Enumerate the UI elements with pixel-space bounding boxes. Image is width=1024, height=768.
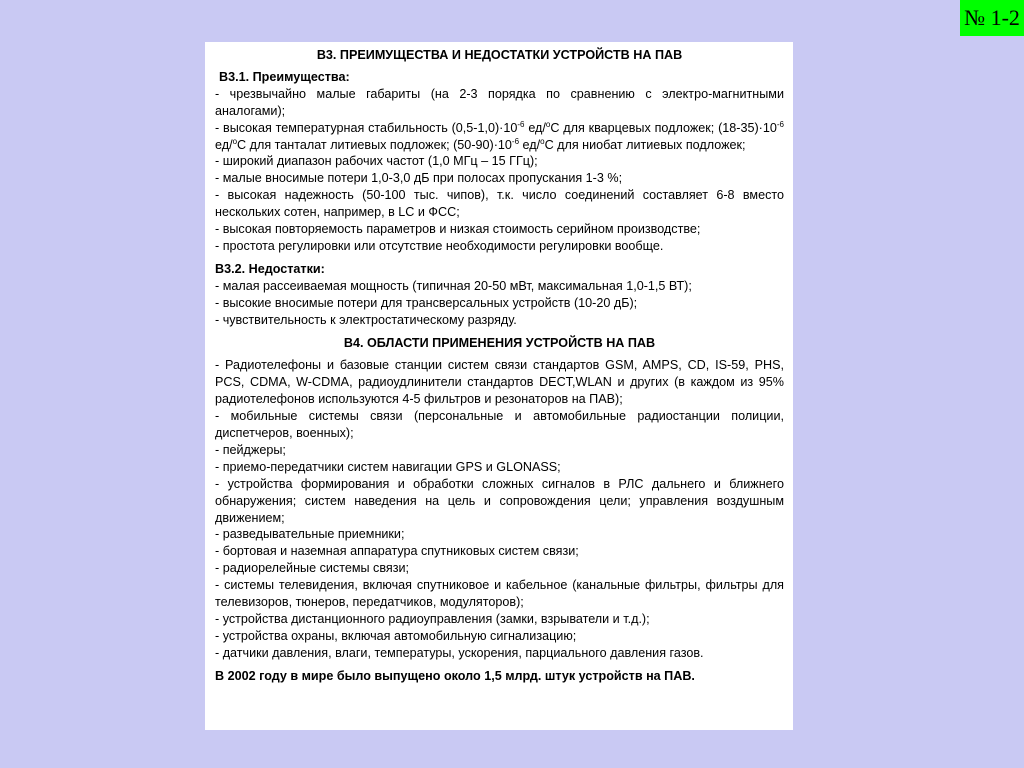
advantage-item-size: - чрезвычайно малые габариты (на 2-3 порядка по сравнению с электро-магнитными аналогами); bbox=[215, 86, 784, 118]
conclusion-text: В 2002 году в мире было выпущено около 1,5 млрд. штук устройств на ПАВ. bbox=[215, 668, 695, 683]
advantage-item-repeatability: - высокая повторяемость параметров и низкая стоимость серийном производстве; bbox=[215, 222, 701, 237]
application-item-radiotelephones: - Радиотелефоны и базовые станции систем связи стандартов GSM, AMPS, CD, IS-59, PHS, PCS, CDMA, W-CDMA, радиоудлинители стандартов DECT,WLAN и других (в каждом из 95% радиотелефонов используются 4-5 фильтров и резонаторов на ПАВ); bbox=[215, 358, 784, 407]
applications-heading: В4. ОБЛАСТИ ПРИМЕНЕНИЯ УСТРОЙСТВ НА ПАВ bbox=[343, 335, 656, 350]
application-item-security: - устройства охраны, включая автомобильную сигнализацию; bbox=[215, 628, 577, 643]
document-page bbox=[205, 42, 793, 730]
application-item-television: - системы телевидения, включая спутниковое и кабельное (канальные фильтры, фильтры для телевизоров, тюнеров, передатчиков, модуляторов); bbox=[215, 578, 784, 610]
disadvantage-item-esd: - чувствительность к электростатическому разряду. bbox=[215, 312, 517, 327]
slide-number-badge: № 1-2 bbox=[960, 0, 1024, 36]
application-item-radio-relay: - радиорелейные системы связи; bbox=[215, 561, 410, 576]
application-item-remote-control: - устройства дистанционного радиоуправления (замки, взрыватели и т.д.); bbox=[215, 612, 650, 626]
disadvantage-item-losses: - высокие вносимые потери для трансверсальных устройств (10-20 дБ); bbox=[215, 295, 638, 310]
advantages-disadvantages-heading: В3. ПРЕИМУЩЕСТВА И НЕДОСТАТКИ УСТРОЙСТВ НА ПАВ bbox=[316, 48, 683, 62]
application-item-satellite: - бортовая и наземная аппаратура спутниковых систем связи; bbox=[215, 544, 579, 559]
advantage-item-frequency: - широкий диапазон рабочих частот (1,0 МГц – 15 ГГц); bbox=[215, 154, 538, 169]
advantage-item-tuning: - простота регулировки или отсутствие необходимости регулировки вообще. bbox=[215, 238, 664, 253]
application-item-reconnaissance: - разведывательные приемники; bbox=[215, 527, 405, 542]
application-item-radar: - устройства формирования и обработки сложных сигналов в РЛС дальнего и ближнего обнаружения; систем наведения на цель и сопровождения цели; управления воздушным движением; bbox=[215, 476, 784, 525]
advantages-subheading: В3.1. Преимущества: bbox=[219, 69, 350, 84]
advantage-item-reliability: - высокая надежность (50-100 тыс. чипов), т.к. число соединений составляет 6-8 вместо нескольких сотен, например, в LC и ФСС; bbox=[215, 188, 784, 220]
application-item-navigation: - приемо-передатчики систем навигации GPS и GLONASS; bbox=[215, 459, 561, 474]
disadvantage-item-power: - малая рассеиваемая мощность (типичная 20-50 мВт, максимальная 1,0-1,5 ВТ); bbox=[215, 278, 692, 293]
application-item-pagers: - пейджеры; bbox=[215, 442, 286, 457]
disadvantages-subheading: В3.2. Недостатки: bbox=[215, 261, 325, 276]
application-item-sensors: - датчики давления, влаги, температуры, ускорения, парциального давления газов. bbox=[215, 645, 704, 660]
application-item-mobile-systems: - мобильные системы связи (персональные и автомобильные радиостанции полиции, диспетчеров, военных); bbox=[215, 409, 784, 441]
advantage-item-losses: - малые вносимые потери 1,0-3,0 дБ при полосах пропускания 1-3 %; bbox=[215, 171, 623, 186]
advantage-item-temperature: - высокая температурная стабильность $(0,5-1,0)\cdot 10^{-6}$ ед/$^о$С для кварцевых подложек; $(18-35)\cdot 10^{-6}$ ед/$^о$С для танталат литиевых подложек; $(50-90)\cdot 10^{-6}$ ед/$^о$С для ниобат литиевых подложек; bbox=[215, 119, 784, 152]
